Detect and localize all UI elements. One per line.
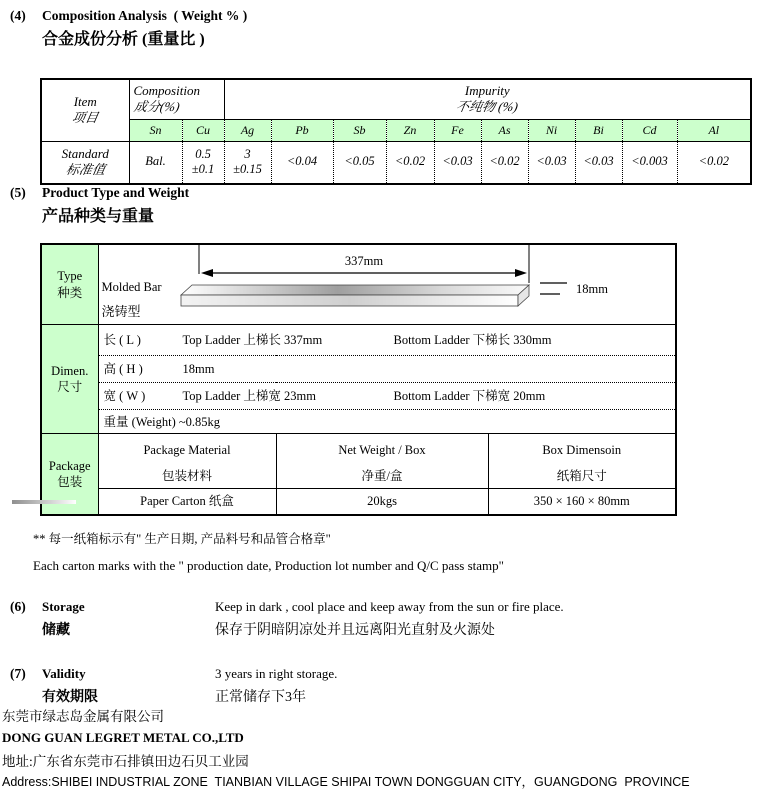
composition-label-en: Composition bbox=[133, 83, 200, 98]
section6-title-en: Storage bbox=[42, 599, 85, 614]
product-table bbox=[40, 243, 677, 516]
value-ag: 3 ±0.15 bbox=[224, 141, 271, 184]
height-dim-label: 18mm bbox=[575, 282, 608, 296]
element-header-ag: Ag bbox=[224, 119, 271, 141]
type-value-zh: 浇铸型 bbox=[101, 304, 141, 319]
type-value-cell bbox=[98, 244, 676, 325]
element-header-ni: Ni bbox=[528, 119, 575, 141]
section7-number: (7) bbox=[10, 666, 26, 681]
package-material-value: Paper Carton 纸盒 bbox=[98, 489, 276, 515]
value-bi: <0.03 bbox=[575, 141, 622, 184]
composition-header-cell bbox=[129, 79, 224, 119]
width-label: 宽 ( W ) bbox=[103, 388, 146, 403]
section6-title-zh: 储藏 bbox=[42, 623, 70, 638]
section5-title-zh: 产品种类与重量 bbox=[42, 208, 155, 225]
address-zh: 地址:广东省东莞市石排镇田边石贝工业园 bbox=[2, 754, 249, 769]
dimension-weight-row bbox=[98, 410, 676, 434]
length-top-ladder: Top Ladder 上梯长 337mm bbox=[182, 332, 323, 347]
section6-number: (6) bbox=[10, 599, 26, 614]
section4-title-en: Composition Analysis ( Weight % ) bbox=[42, 8, 248, 23]
bar-top-face bbox=[181, 285, 529, 295]
width-bottom-ladder: Bottom Ladder 下梯宽 20mm bbox=[393, 388, 546, 403]
element-header-bi: Bi bbox=[575, 119, 622, 141]
impurity-header-cell bbox=[224, 79, 751, 119]
item-header-cell bbox=[41, 79, 129, 141]
element-header-sb: Sb bbox=[333, 119, 386, 141]
company-name-en: DONG GUAN LEGRET METAL CO.,LTD bbox=[2, 730, 244, 745]
section5-title-en: Product Type and Weight bbox=[42, 185, 190, 200]
value-sn: Bal. bbox=[129, 141, 182, 184]
value-as: <0.02 bbox=[481, 141, 528, 184]
length-bottom-ladder: Bottom Ladder 下梯长 330mm bbox=[393, 332, 552, 347]
composition-label-zh: 成分(%) bbox=[132, 99, 181, 115]
package-material-header: Package Material 包装材料 bbox=[98, 434, 276, 489]
value-al: <0.02 bbox=[677, 141, 751, 184]
element-header-zn: Zn bbox=[386, 119, 434, 141]
company-name-zh: 东莞市绿志岛金属有限公司 bbox=[2, 709, 164, 724]
carton-note-zh: ** 每一纸箱标示有" 生产日期, 产品料号和品管合格章" bbox=[33, 532, 331, 546]
package-row-label: Package 包装 bbox=[41, 434, 98, 515]
element-header-cu: Cu bbox=[182, 119, 224, 141]
print-artifact bbox=[12, 500, 76, 504]
length-label: 长 ( L ) bbox=[103, 332, 141, 347]
arrowhead-right bbox=[515, 269, 527, 277]
value-pb: <0.04 bbox=[271, 141, 333, 184]
element-header-fe: Fe bbox=[434, 119, 481, 141]
value-cd: <0.003 bbox=[622, 141, 677, 184]
element-header-as: As bbox=[481, 119, 528, 141]
section7-content-zh: 正常储存下3年 bbox=[215, 690, 306, 705]
value-sb: <0.05 bbox=[333, 141, 386, 184]
height-label: 高 ( H ) bbox=[103, 361, 143, 376]
net-weight-value: 20kgs bbox=[276, 489, 488, 515]
dimen-row-label: Dimen. 尺寸 bbox=[41, 325, 98, 434]
height-value: 18mm bbox=[182, 361, 215, 376]
value-cu: 0.5 ±0.1 bbox=[182, 141, 224, 184]
molded-bar-diagram bbox=[99, 245, 675, 324]
weight-label: 重量 (Weight) ~0.85kg bbox=[103, 414, 221, 429]
address-en: Address:SHIBEI INDUSTRIAL ZONE TIANBIAN VILLAGE SHIPAI TOWN DONGGUAN CITY，GUANGDONG PROVINCE bbox=[2, 775, 690, 789]
section7-content-en: 3 years in right storage. bbox=[215, 666, 338, 681]
section7-title-en: Validity bbox=[42, 666, 86, 681]
item-label-zh: 项目 bbox=[71, 110, 100, 126]
bar-front-face bbox=[181, 295, 518, 306]
element-header-sn: Sn bbox=[129, 119, 182, 141]
type-row-label: Type 种类 bbox=[41, 244, 98, 325]
section5-number: (5) bbox=[10, 185, 26, 200]
dimension-width-row bbox=[98, 383, 676, 410]
element-header-cd: Cd bbox=[622, 119, 677, 141]
item-label-en: Item bbox=[73, 94, 97, 109]
value-ni: <0.03 bbox=[528, 141, 575, 184]
value-fe: <0.03 bbox=[434, 141, 481, 184]
value-zn: <0.02 bbox=[386, 141, 434, 184]
impurity-label-en: Impurity bbox=[464, 83, 510, 98]
width-top-ladder: Top Ladder 上梯宽 23mm bbox=[182, 388, 316, 403]
net-weight-header: Net Weight / Box 净重/盒 bbox=[276, 434, 488, 489]
standard-row-label: Standard 标准值 bbox=[41, 141, 129, 184]
arrowhead-left bbox=[201, 269, 213, 277]
section6-content-zh: 保存于阴暗阴凉处并且远离阳光直射及火源处 bbox=[215, 623, 495, 638]
type-value-en: Molded Bar bbox=[101, 280, 162, 294]
dimension-height-row bbox=[98, 356, 676, 383]
section4-number: (4) bbox=[10, 8, 26, 23]
element-header-al: Al bbox=[677, 119, 751, 141]
box-dimension-header: Box Dimensoin 纸箱尺寸 bbox=[488, 434, 676, 489]
section7-title-zh: 有效期限 bbox=[42, 690, 98, 705]
carton-note-en: Each carton marks with the " production date, Production lot number and Q/C pass stamp" bbox=[33, 558, 504, 573]
dimension-length-row bbox=[98, 325, 676, 356]
box-dimension-value: 350 × 160 × 80mm bbox=[488, 489, 676, 515]
section6-content-en: Keep in dark , cool place and keep away from the sun or fire place. bbox=[215, 599, 564, 614]
element-header-pb: Pb bbox=[271, 119, 333, 141]
impurity-label-zh: 不纯物 (%) bbox=[455, 99, 520, 115]
length-dim-label: 337mm bbox=[344, 254, 383, 268]
section4-title-zh: 合金成份分析 (重量比 ) bbox=[42, 31, 205, 48]
composition-table bbox=[40, 78, 752, 185]
